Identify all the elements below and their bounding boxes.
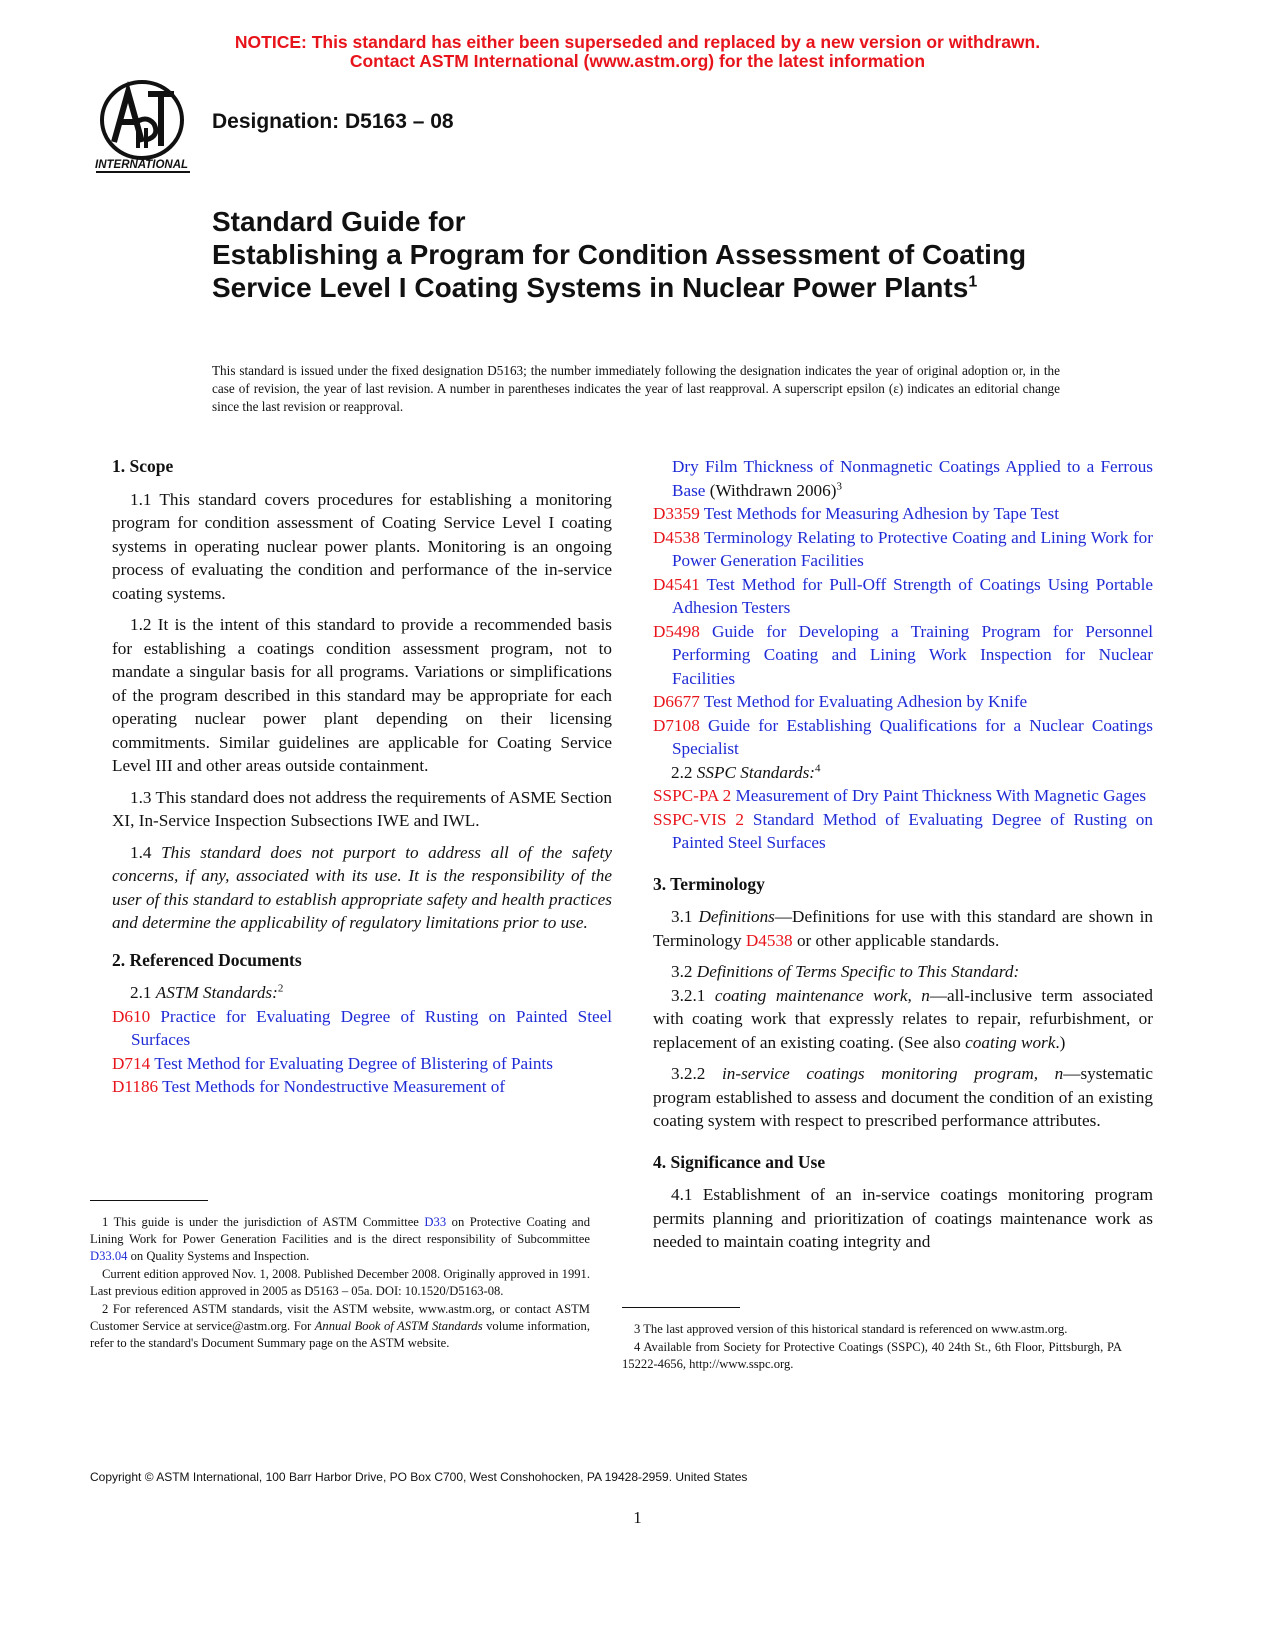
para-1-4-text: This standard does not purport to address all of the safety concerns, if any, associated with its use. It is the responsibility of the user of this standard to establish appropriate safety and health practices and determine the applicability of regulatory limitations prior to use. [112,842,613,932]
term-coating-maintenance-work: coating maintenance work, n [714,985,930,1005]
ref-d1186-continued[interactable] [653,455,1153,502]
ref-title: Dry Film Thickness of Nonmagnetic Coatings Applied to a Ferrous Base [672,457,1153,500]
ref-code: D610 [112,1006,151,1026]
ref-title: Measurement of Dry Paint Thickness With Magnetic Gages [731,786,1147,805]
withdrawn-note: (Withdrawn 2006) [705,480,837,500]
footnote-ref-2: 2 [277,982,284,995]
ref-title: Test Methods for Measuring Adhesion by Tape Test [699,504,1059,523]
notice-line-2: Contact ASTM International (www.astm.org) for the latest information [349,51,926,71]
ref-d7108[interactable] [653,714,1153,761]
ref-code: D4541 [653,574,700,594]
para-3-1-number: 3.1 [671,907,699,926]
section-3-heading: 3. Terminology [653,873,765,894]
para-2-2 [653,761,1153,785]
ref-sspc-vis2[interactable] [653,808,1153,855]
ref-title: Test Method for Pull-Off Strength of Coatings Using Portable Adhesion Testers [672,574,1153,617]
para-3-1-text: —Definitions for use with this standard are shown in Terminology [653,907,1154,950]
para-2-2-number: 2.2 [671,762,697,782]
term-in-service-monitoring-program: in-service coatings monitoring program, n [721,1064,1064,1083]
para-3-2-2 [653,1062,1153,1133]
ref-code: D714 [112,1053,151,1073]
para-3-2 [653,960,1153,984]
ref-title: Guide for Developing a Training Program for Personnel Performing Coating and Lining Work Inspection for Nuclear Facilities [672,621,1153,688]
ref-code: D7108 [653,715,700,735]
logo-text: INTERNATIONAL [95,159,189,171]
section-2-heading: 2. Referenced Documents [112,949,302,970]
footnote-1-text-3: on Quality Systems and Inspection. [127,1249,310,1263]
para-2-1-number: 2.1 [130,983,156,1002]
link-d33-04[interactable]: D33.04 [90,1249,128,1263]
para-3-1-label: Definitions [698,907,775,926]
ref-code: D3359 [653,504,700,523]
ref-code: SSPC-VIS 2 [653,809,745,829]
ref-title: Terminology Relating to Protective Coating and Lining Work for Power Generation Facilities [672,527,1153,570]
ref-d4541[interactable] [653,573,1153,620]
footnote-ref-4: 4 [815,761,821,774]
see-also-term: coating work [965,1032,1056,1052]
title-line-1: Standard Guide for [212,206,466,237]
para-3-2-1 [653,984,1153,1055]
footnote-1-text: 1 This guide is under the jurisdiction of ASTM Committee [102,1215,425,1229]
ref-code: SSPC-PA 2 [653,786,732,805]
ref-d6677[interactable] [653,690,1153,714]
ref-title: Test Methods for Nondestructive Measurement of [158,1077,506,1096]
para-3-1-text-end: or other applicable standards. [792,930,1000,950]
page-number: 1 [633,1508,642,1527]
ref-code: D6677 [653,692,700,711]
astm-logo-icon [90,78,198,178]
para-2-2-label: SSPC Standards: [696,762,816,782]
ref-sspc-pa2[interactable] [653,784,1153,808]
link-d4538[interactable]: D4538 [745,930,793,950]
ref-title: Test Method for Evaluating Degree of Blistering of Paints [150,1053,553,1073]
title-main: Establishing a Program for Condition Assessment of Coating Service Level I Coating Systems in Nuclear Power Plants [212,239,1027,303]
footnote-2 [90,1301,590,1352]
title-line-2 [212,238,1092,304]
notice-line-1: NOTICE: This standard has either been superseded and replaced by a new version or withdrawn. [234,32,1041,52]
para-3-2-1-text-end: .) [1055,1032,1066,1052]
footnote-2-text: 2 For referenced ASTM standards, visit the ASTM website, www.astm.org, or contact ASTM Customer Service at service@astm.org. For [90,1302,590,1333]
link-d33[interactable]: D33 [424,1215,447,1229]
designation: Designation: D5163 – 08 [212,110,454,133]
para-3-2-1-text: —all-inclusive term associated with coating work that expressly relates to repair, refurbishment, or replacement of an existing coating. (See also [653,985,1153,1052]
para-3-2-2-number: 3.2.2 [671,1064,722,1083]
para-4-1: 4.1 Establishment of an in-service coatings monitoring program permits planning and prioritization of coatings maintenance work as needed to maintain coating integrity and [653,1185,1153,1251]
footnote-3: 3 The last approved version of this historical standard is referenced on www.astm.org. [634,1322,1068,1336]
ref-title: Practice for Evaluating Degree of Rusting on Painted Steel Surfaces [131,1006,612,1049]
right-column [653,455,1153,1262]
ref-code: D1186 [112,1077,159,1096]
footnote-rule-left [90,1200,208,1201]
footnote-rule-right [622,1307,740,1308]
ref-title: Test Method for Evaluating Adhesion by Knife [699,692,1028,711]
para-2-1-label: ASTM Standards: [155,983,278,1002]
ref-d5498[interactable] [653,620,1153,691]
footnote-1-edition: Current edition approved Nov. 1, 2008. Published December 2008. Originally approved in 1991. Last previous edition approved in 2005 as D5163 – 05a. DOI: 10.1520/D5163-08. [90,1267,590,1298]
ref-d610[interactable] [112,1005,612,1052]
astm-international-logo [90,78,198,178]
supersession-notice [0,33,1275,71]
para-1-3: 1.3 This standard does not address the requirements of ASME Section XI, In-Service Inspection Subsections IWE and IWL. [112,787,612,830]
ref-d714[interactable] [112,1052,612,1076]
ref-title: Standard Method of Evaluating Degree of Rusting on Painted Steel Surfaces [672,809,1153,852]
ref-title: Guide for Establishing Qualifications for a Nuclear Coatings Specialist [672,715,1153,758]
footnote-ref-3: 3 [836,479,842,492]
preamble: This standard is issued under the fixed designation D5163; the number immediately following the designation indicates the year of original adoption or, in the case of revision, the year of last revision. A number in parentheses indicates the year of last reapproval. A superscript epsilon (ε) indicates an editorial change since the last revision or reapproval. [212,363,1060,414]
ref-code: D4538 [653,527,700,547]
para-1-4 [112,841,612,935]
para-1-2: 1.2 It is the intent of this standard to provide a recommended basis for establishing a coatings condition assessment program, not to mandate a singular basis for all programs. Variations or simplifications of the program described in this standard may be appropriate for each operating nuclear power plant depending on their licensing commitments. Similar guidelines are applicable for Coating Service Level III and other areas outside containment. [112,615,612,775]
para-3-1 [653,905,1153,952]
para-1-1: 1.1 This standard covers procedures for establishing a monitoring program for condition assessment of Coating Service Level I coating systems in operating nuclear power plants. Monitoring is an ongoing process of evaluating the condition and performance of the in-service coating systems. [112,489,612,603]
para-3-2-number: 3.2 [671,962,697,981]
copyright: Copyright © ASTM International, 100 Barr Harbor Drive, PO Box C700, West Conshohocken, PA 19428-2959. United States [90,1470,748,1484]
ref-d1186[interactable] [112,1075,612,1099]
ref-code: D5498 [653,621,700,641]
para-1-4-number: 1.4 [130,842,162,862]
footnote-1-text-2: on Protective Coating and Lining Work for Power Generation Facilities and is the direct responsibility of Subcommittee [90,1215,590,1246]
footnote-1 [90,1214,590,1265]
para-3-2-2-text: —systematic program established to assess and document the condition of an existing coating system with respect to prescribed performance attributes. [653,1064,1153,1130]
footnotes-left [90,1214,590,1353]
section-4-heading: 4. Significance and Use [653,1151,826,1172]
footnote-4: 4 Available from Society for Protective Coatings (SSPC), 40 24th St., 6th Floor, Pittsburgh, PA 15222-4656, http://www.sspc.org. [622,1340,1122,1371]
ref-d4538[interactable] [653,526,1153,573]
para-3-2-label: Definitions of Terms Specific to This Standard: [696,962,1020,981]
para-3-2-1-number: 3.2.1 [671,985,715,1005]
footnote-2-text-end: volume information, refer to the standard's Document Summary page on the ASTM website. [90,1319,590,1350]
footnote-2-book: Annual Book of ASTM Standards [314,1319,483,1333]
para-2-1 [112,981,612,1005]
left-column [112,455,612,1099]
ref-d3359[interactable] [653,502,1153,526]
document-title [212,205,1092,304]
section-1-heading: 1. Scope [112,456,174,476]
footnotes-right [622,1321,1122,1374]
title-footnote-ref: 1 [968,273,978,291]
